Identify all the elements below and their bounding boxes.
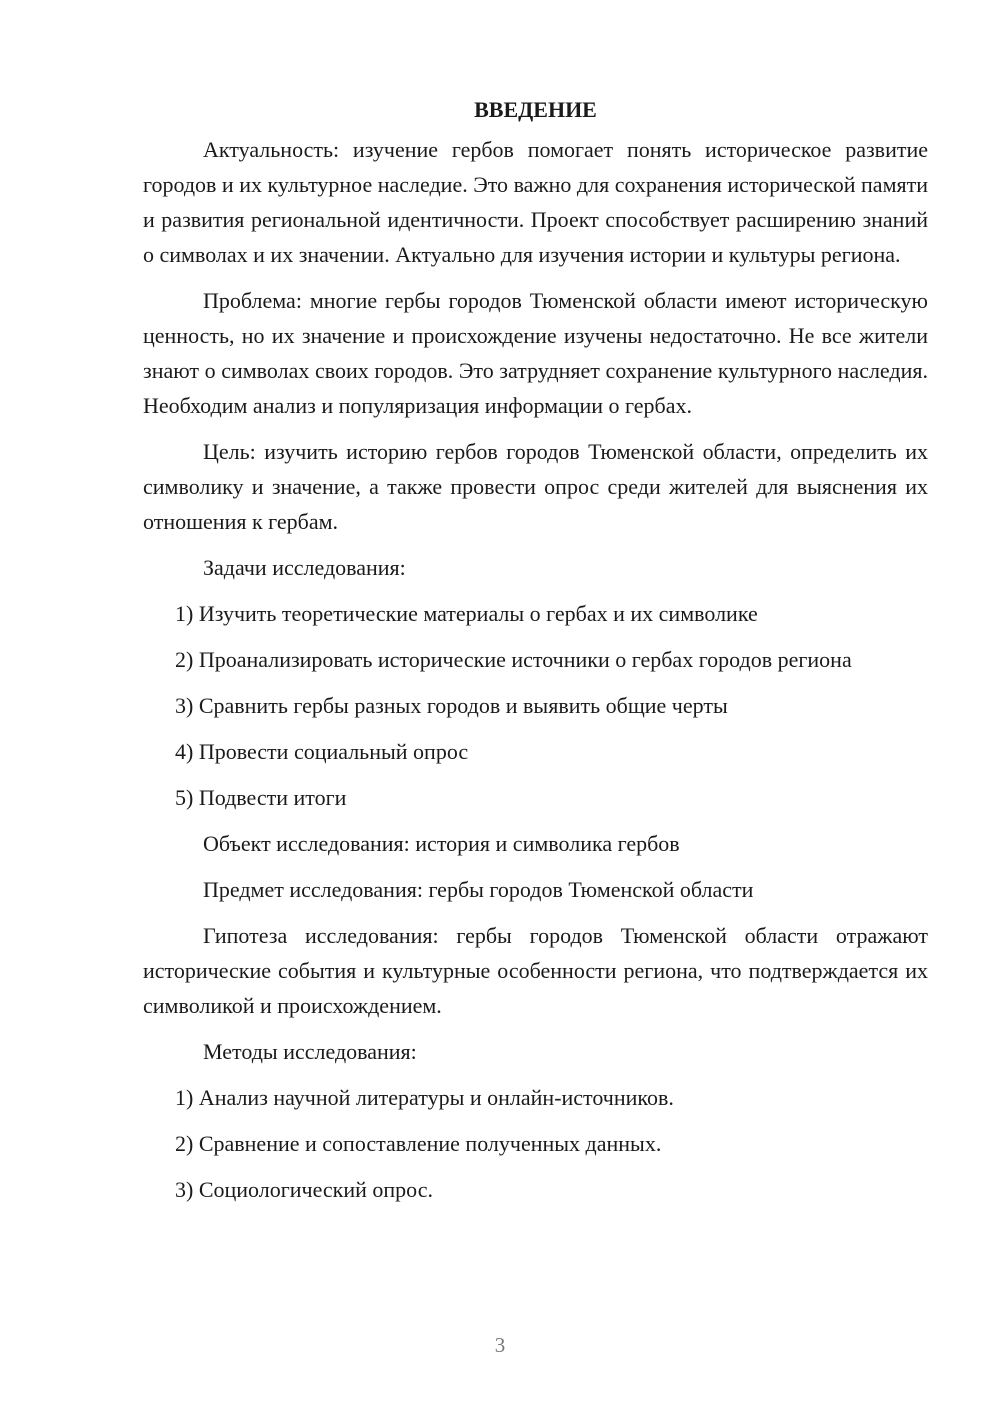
task-item: 2) Проанализировать исторические источники о гербах городов региона — [175, 647, 852, 672]
method-item: 3) Социологический опрос. — [175, 1177, 433, 1202]
methods-label: Методы исследования: — [203, 1039, 417, 1064]
problem-paragraph: Проблема: многие гербы городов Тюменской области имеют историческую ценность, но их значение и происхождение изучены недостаточно. Не все жители знают о символах своих городов. Это затрудняет сохранение культурного наследия. Необходим анализ и популяризация информации о гербах. — [143, 288, 928, 418]
subject-line: Предмет исследования: гербы городов Тюменской области — [203, 877, 754, 902]
method-item: 2) Сравнение и сопоставление полученных данных. — [175, 1131, 662, 1156]
document-page — [143, 92, 928, 1218]
goal-paragraph: Цель: изучить историю гербов городов Тюменской области, определить их символику и значение, а также провести опрос среди жителей для выяснения их отношения к гербам. — [143, 439, 928, 534]
page-number: 3 — [494, 1333, 506, 1357]
method-item: 1) Анализ научной литературы и онлайн-источников. — [175, 1085, 674, 1110]
task-item: 3) Сравнить гербы разных городов и выявить общие черты — [175, 693, 728, 718]
tasks-label: Задачи исследования: — [203, 555, 406, 580]
task-item: 4) Провести социальный опрос — [175, 739, 469, 764]
page-title: ВВЕДЕНИЕ — [474, 97, 597, 122]
task-item: 5) Подвести итоги — [175, 785, 347, 810]
relevance-paragraph: Актуальность: изучение гербов помогает понять историческое развитие городов и их культурное наследие. Это важно для сохранения исторической памяти и развития региональной идентичности. Проект способствует расширению знаний о символах и их значении. Актуально для изучения истории и культуры региона. — [143, 137, 928, 267]
hypothesis-paragraph: Гипотеза исследования: гербы городов Тюменской области отражают исторические события и культурные особенности региона, что подтверждается их символикой и происхождением. — [143, 923, 928, 1018]
object-line: Объект исследования: история и символика гербов — [203, 831, 680, 856]
task-item: 1) Изучить теоретические материалы о гербах и их символике — [175, 601, 758, 626]
